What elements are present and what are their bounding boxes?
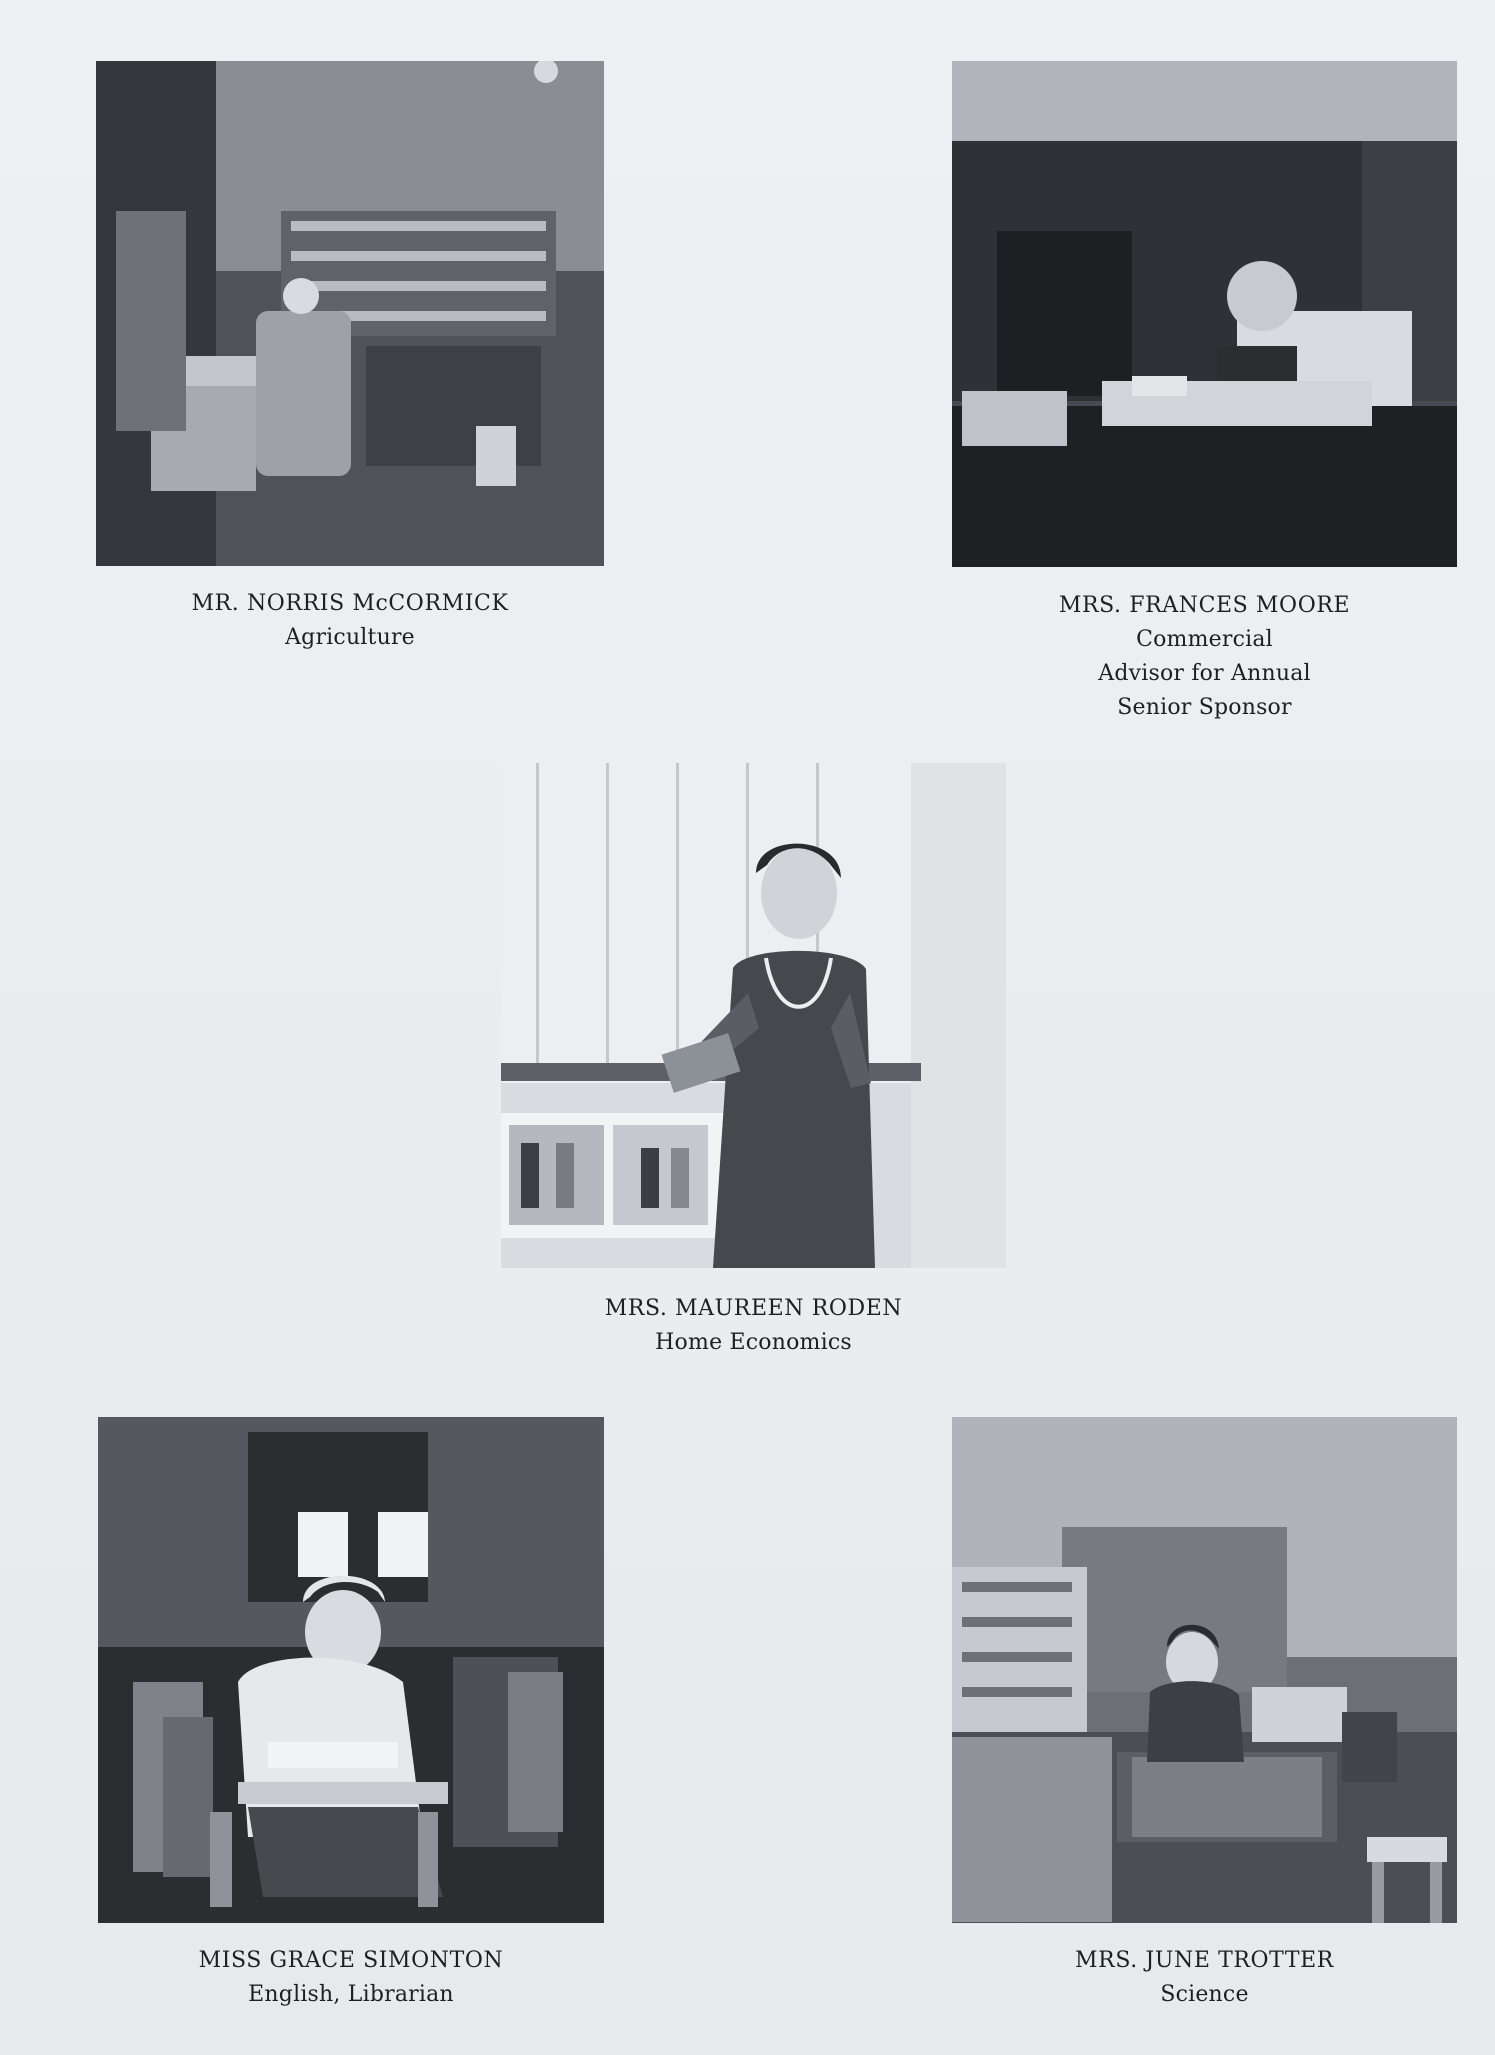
trotter-photo xyxy=(952,1417,1457,1923)
portrait-photo-icon xyxy=(501,763,1006,1268)
roden-photo xyxy=(501,763,1006,1268)
simonton-caption xyxy=(98,1944,604,2012)
simonton-photo xyxy=(98,1417,604,1923)
teacher-name: MR. NORRIS McCORMICK xyxy=(191,591,509,616)
teacher-role: Science xyxy=(1160,1982,1249,2007)
classroom-photo-icon xyxy=(96,61,604,566)
writing-photo-icon xyxy=(98,1417,604,1923)
mccormick-photo xyxy=(96,61,604,566)
desk-photo-icon xyxy=(952,61,1457,567)
teacher-name: MISS GRACE SIMONTON xyxy=(198,1948,504,1973)
teacher-name: MRS. FRANCES MOORE xyxy=(1058,593,1351,618)
trotter-caption xyxy=(952,1944,1457,2012)
teacher-role: Commercial xyxy=(1136,627,1273,652)
mccormick-caption xyxy=(96,587,604,655)
teacher-role: Advisor for Annual xyxy=(1098,661,1311,686)
teacher-name: MRS. JUNE TROTTER xyxy=(1075,1948,1334,1973)
teacher-role: English, Librarian xyxy=(248,1982,454,2007)
roden-caption xyxy=(501,1292,1006,1360)
moore-caption xyxy=(952,589,1457,725)
teacher-role: Agriculture xyxy=(285,625,415,650)
teacher-role: Home Economics xyxy=(655,1330,852,1355)
teacher-name: MRS. MAUREEN RODEN xyxy=(604,1296,903,1321)
science-room-photo-icon xyxy=(952,1417,1457,1923)
moore-photo xyxy=(952,61,1457,567)
teacher-role: Senior Sponsor xyxy=(1117,695,1292,720)
